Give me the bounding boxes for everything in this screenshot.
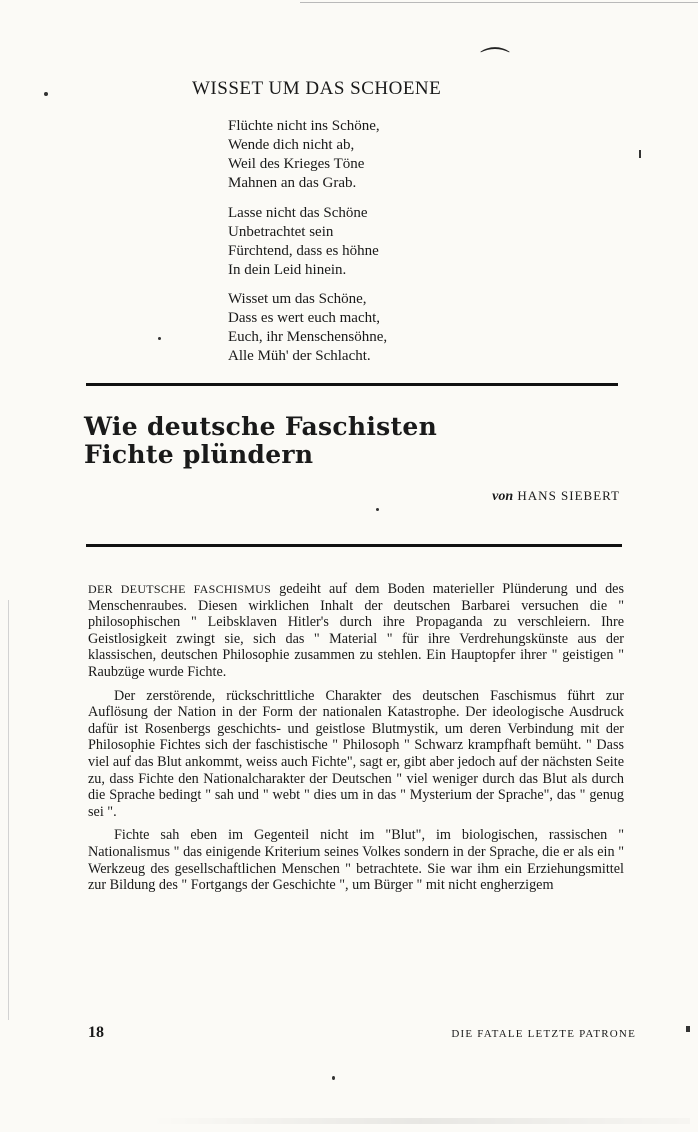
scan-smudge [150,1118,690,1124]
byline-prefix: von [492,489,514,504]
article-title-line: Fichte plündern [84,440,314,469]
page-number: 18 [88,1024,104,1041]
section-divider [86,383,618,386]
poem-line: Fürchtend, dass es höhne [228,243,379,259]
poem-line: Euch, ihr Menschensöhne, [228,329,388,345]
scan-edge-line [300,2,698,3]
section-divider [86,544,622,547]
poem-line: Wende dich nicht ab, [228,137,355,153]
poem-line: Wisset um das Schöne, [228,291,367,307]
poem-title: WISSET UM DAS SCHOENE [192,78,442,99]
poem-line: Unbetrachtet sein [228,224,334,240]
article-body [88,581,624,901]
article-title [84,413,504,469]
speck [376,508,379,511]
paragraph-lead: DER DEUTSCHE FASCHISMUS [88,582,272,596]
poem-line: Dass es wert euch macht, [228,310,381,326]
poem-line: Weil des Krieges Töne [228,156,365,172]
article-title-line: Wie deutsche Faschisten [84,412,438,441]
poem-line: Alle Müh' der Schlacht. [228,348,371,364]
paragraph [88,581,624,681]
paragraph: Fichte sah eben im Gegenteil nicht im "Blut", im biologischen, rassischen " Nationalismus " das einigende Kriterium seines Volkes sondern in der Sprache, die er als ein " Werkzeug des gesellschaftlichen Menschen " betrachtete. Sie war ihm ein Erziehungsmittel zur Bildung des " Fortgangs der Geschichte ", um Bürger " mit nicht engherzigem [88,827,624,894]
paragraph: Der zerstörende, rückschrittliche Charakter des deutschen Faschismus führt zur Auflösung der Nation in der Form der nationalen Katastrophe. Der ideologische Ausdruck dafür ist Rosenbergs geschichts- und geistlose Blutmystik, um deren Verbindung mit der Philosophie Fichtes sich der faschistische " Philosoph " Schwarz krampfhaft bemüht. " Dass viel auf das Blut ankommt, weiss auch Fichte", sagt er, gibt aber jedoch auf der nächsten Seite zu, dass Fichte den Nationalcharakter der Deutschen " viel weniger durch das Blut als durch die Sprache bedingt " sah und " webt " dies um in das " Mysterium der Sprache", das " genug sei ". [88,687,624,820]
paragraph-text: gedeiht auf dem Boden materieller Plünderung und des Menschenraubes. Diesen wirklichen Inhalt der deutschen Barbarei versuchen die " philosophischen " Leibsklaven Hitler's durch ihre Propaganda zu verschleiern. Ihre Geistlosigkeit zwingt sie, sich das " Material " für ihre Verdrehungskünste aus der klassischen, deutschen Philosophie zusammen zu stehlen. Ein Hauptopfer ihrer " geistigen " Raubzüge wurde Fichte. [88,581,624,680]
speck [44,92,48,96]
poem-stanza [228,204,458,280]
scan-edge-line [8,600,9,1020]
poem-line: Mahnen an das Grab. [228,175,357,191]
pencil-mark: ⌒ [480,47,510,80]
byline [492,488,620,505]
poem-stanza [228,290,458,366]
running-title: DIE FATALE LETZTE PATRONE [451,1028,636,1040]
poem-line: Lasse nicht das Schöne [228,205,368,221]
speck [686,1026,690,1032]
byline-author: HANS SIEBERT [517,488,620,503]
poem-stanza [228,117,458,193]
poem-line: In dein Leid hinein. [228,262,347,278]
poem-line: Flüchte nicht ins Schöne, [228,118,380,134]
speck [639,150,641,158]
speck [158,337,161,340]
speck [332,1076,335,1080]
